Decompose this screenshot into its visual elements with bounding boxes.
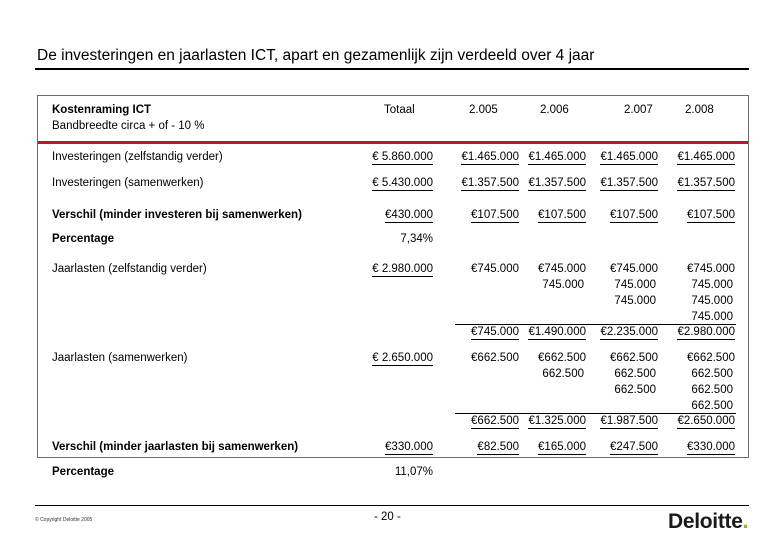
verschil-jl-2005: €82.500 [477, 441, 519, 453]
row-label-verschil-inv: Verschil (minder investeren bij samenwerken) [52, 209, 302, 221]
jl-samen-total-2008: €2.650.000 [677, 415, 735, 427]
jl-zelf-2007-carry-2: 745.000 [614, 295, 656, 307]
jl-samen-2008-carry-3: 662.500 [691, 400, 733, 412]
jl-zelf-totaal: € 2.980.000 [372, 263, 433, 275]
inv-samen-2006: €1.357.500 [528, 177, 586, 189]
jl-samen-total-2006: €1.325.000 [528, 415, 586, 427]
inv-zelf-totaal: € 5.860.000 [372, 151, 433, 163]
jl-samen-total-2005: €662.500 [471, 415, 519, 427]
row-label-verschil-jl: Verschil (minder jaarlasten bij samenwerken) [52, 441, 299, 453]
col-header-totaal: Totaal [384, 104, 415, 116]
jl-samen-total-2007: €1.987.500 [600, 415, 658, 427]
jl-zelf-2008: €745.000 [687, 263, 735, 275]
jl-zelf-2008-carry-1: 745.000 [691, 279, 733, 291]
jl-samen-2007: €662.500 [610, 352, 658, 364]
page-title: De investeringen en jaarlasten ICT, apart en gezamenlijk zijn verdeeld over 4 jaar [37, 47, 595, 64]
jl-samen-totaal: € 2.650.000 [372, 352, 433, 364]
inv-samen-totaal: € 5.430.000 [372, 177, 433, 189]
jl-samen-2008-carry-2: 662.500 [691, 384, 733, 396]
row-label-inv-samen: Investeringen (samenwerken) [52, 177, 204, 189]
table-title: Kostenraming ICT [52, 104, 152, 116]
inv-samen-2005: €1.357.500 [461, 177, 519, 189]
jl-samen-2007-carry-1: 662.500 [614, 368, 656, 380]
verschil-inv-2007: €107.500 [610, 209, 658, 221]
jl-zelf-2007: €745.000 [610, 263, 658, 275]
jl-samen-2007-carry-2: 662.500 [614, 384, 656, 396]
percentage-jl-value: 11,07% [394, 466, 433, 478]
table-subtitle: Bandbreedte circa + of - 10 % [52, 120, 205, 132]
inv-samen-2008: €1.357.500 [677, 177, 735, 189]
col-header-2007: 2.007 [624, 104, 653, 116]
jl-zelf-2008-carry-2: 745.000 [691, 295, 733, 307]
verschil-jl-totaal: €330.000 [385, 441, 433, 453]
jl-samen-2005: €662.500 [471, 352, 519, 364]
deloitte-logo [668, 510, 748, 534]
jl-samen-sum-line [455, 413, 736, 414]
col-header-2006: 2.006 [540, 104, 569, 116]
percentage-inv-value: 7,34% [400, 233, 433, 245]
verschil-jl-2007: €247.500 [610, 441, 658, 453]
verschil-jl-2006: €165.000 [538, 441, 586, 453]
row-label-percentage-jl: Percentage [52, 466, 115, 478]
col-header-2008: 2.008 [685, 104, 714, 116]
jl-zelf-2006: €745.000 [538, 263, 586, 275]
jl-samen-2008: €662.500 [687, 352, 735, 364]
page-number: - 20 - [374, 511, 401, 523]
row-label-jl-samen: Jaarlasten (samenwerken) [52, 352, 188, 364]
col-header-2005: 2.005 [469, 104, 498, 116]
verschil-inv-totaal: €430.000 [385, 209, 433, 221]
verschil-jl-2008: €330.000 [687, 441, 735, 453]
inv-zelf-2006: €1.465.000 [528, 151, 586, 163]
row-label-percentage-inv: Percentage [52, 233, 115, 245]
logo-text: Deloitte [668, 510, 743, 533]
jl-samen-2008-carry-1: 662.500 [691, 368, 733, 380]
jl-zelf-2008-carry-3: 745.000 [691, 311, 733, 323]
table-header-rule [38, 141, 748, 144]
inv-zelf-2007: €1.465.000 [600, 151, 658, 163]
inv-zelf-2008: €1.465.000 [677, 151, 735, 163]
jl-zelf-total-2008: €2.980.000 [677, 326, 735, 338]
copyright-notice: © Copyright Deloitte 2005 [35, 517, 93, 523]
inv-samen-2007: €1.357.500 [600, 177, 658, 189]
jl-zelf-total-2007: €2.235.000 [600, 326, 658, 338]
verschil-inv-2006: €107.500 [538, 209, 586, 221]
row-label-inv-zelf: Investeringen (zelfstandig verder) [52, 151, 223, 163]
jl-zelf-2007-carry-1: 745.000 [614, 279, 656, 291]
inv-zelf-2005: €1.465.000 [461, 151, 519, 163]
footer-rule [35, 505, 749, 506]
jl-samen-2006-carry-1: 662.500 [542, 368, 584, 380]
verschil-inv-2008: €107.500 [687, 209, 735, 221]
jl-samen-2006: €662.500 [538, 352, 586, 364]
jl-zelf-total-2006: €1.490.000 [528, 326, 586, 338]
jl-zelf-2005: €745.000 [471, 263, 519, 275]
verschil-inv-2005: €107.500 [471, 209, 519, 221]
jl-zelf-sum-line [455, 324, 736, 325]
title-rule [35, 68, 749, 70]
jl-zelf-total-2005: €745.000 [471, 326, 519, 338]
row-label-jl-zelf: Jaarlasten (zelfstandig verder) [52, 263, 207, 275]
jl-zelf-2006-carry-1: 745.000 [542, 279, 584, 291]
logo-dot: . [742, 510, 749, 533]
